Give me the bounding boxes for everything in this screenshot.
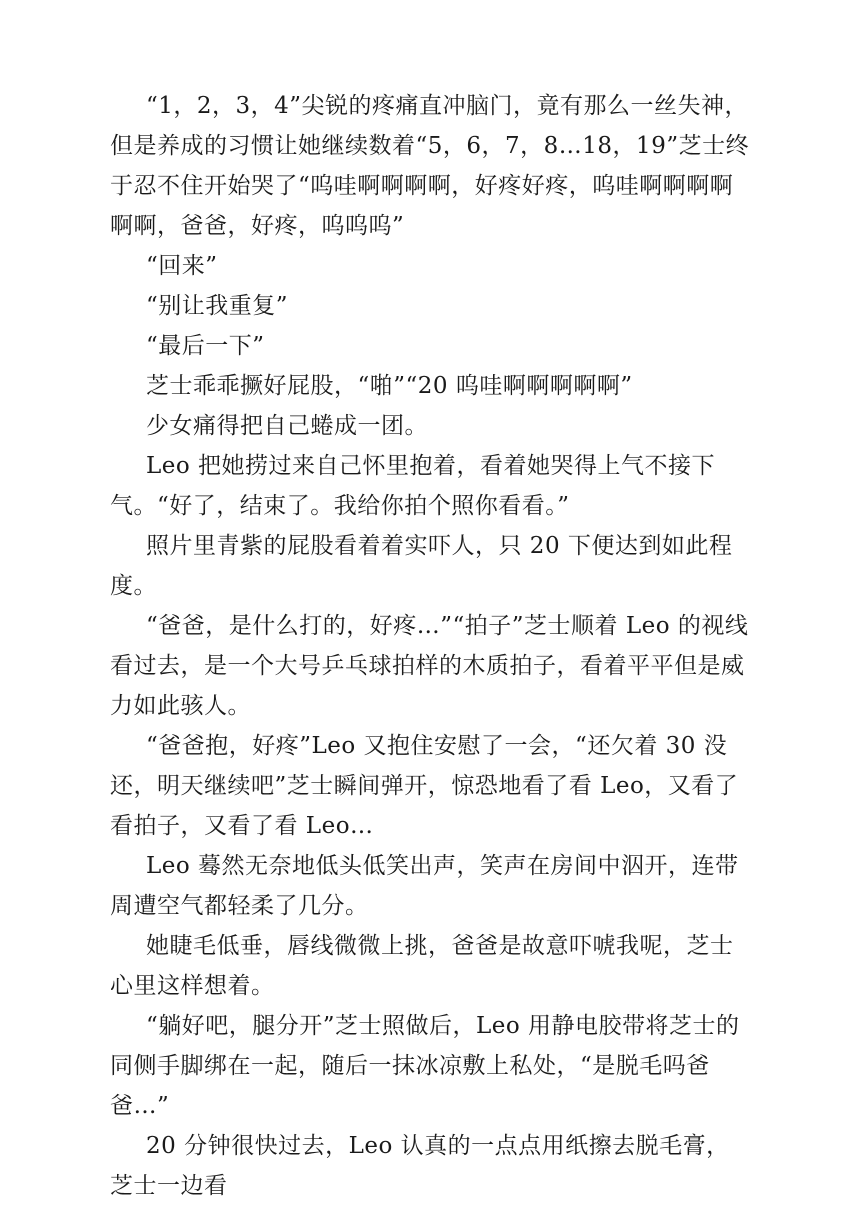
paragraph-4: “最后一下” [146, 333, 265, 359]
paragraph-10: “爸爸抱，好疼”Leo 又抱住安慰了一会，“还欠着 30 没还，明天继续吧”芝士瞬间弹开，惊恐地看了看 Leo，又看了看拍子，又看了看 Leo… [110, 733, 739, 839]
paragraph-1: “1，2，3，4”尖锐的疼痛直冲脑门，竟有那么一丝失神，但是养成的习惯让她继续数着“5，6，7，8…18，19”芝士终于忍不住开始哭了“呜哇啊啊啊啊，好疼好疼，呜哇啊啊啊啊啊啊，爸爸，好疼，呜呜呜” [110, 93, 750, 239]
paragraph-13: “躺好吧，腿分开”芝士照做后，Leo 用静电胶带将芝士的同侧手脚绑在一起，随后一抹冰凉敷上私处，“是脱毛吗爸爸…” [110, 1013, 740, 1119]
paragraph-5: 芝士乖乖撅好屁股，“啪”“20 呜哇啊啊啊啊啊” [146, 373, 633, 399]
paragraph-2: “回来” [146, 253, 218, 279]
paragraph-14: 20 分钟很快过去，Leo 认真的一点点用纸擦去脱毛膏，芝士一边看 [110, 1133, 730, 1199]
paragraph-11: Leo 蓦然无奈地低头低笑出声，笑声在房间中泅开，连带周遭空气都轻柔了几分。 [110, 853, 739, 919]
body-text [110, 86, 750, 1206]
paragraph-8: 照片里青紫的屁股看着着实吓人，只 20 下便达到如此程度。 [110, 533, 733, 599]
paragraph-7: Leo 把她捞过来自己怀里抱着，看着她哭得上气不接下气。“好了，结束了。我给你拍个照你看看。” [110, 453, 716, 519]
paragraph-12: 她睫毛低垂，唇线微微上挑，爸爸是故意吓唬我呢，芝士心里这样想着。 [110, 933, 734, 999]
paragraph-3: “别让我重复” [146, 293, 289, 319]
paragraph-9: “爸爸，是什么打的，好疼…”“拍子”芝士顺着 Leo 的视线看过去，是一个大号乒乓球拍样的木质拍子，看着平平但是威力如此骇人。 [110, 613, 749, 719]
paragraph-6: 少女痛得把自己蜷成一团。 [146, 413, 428, 439]
